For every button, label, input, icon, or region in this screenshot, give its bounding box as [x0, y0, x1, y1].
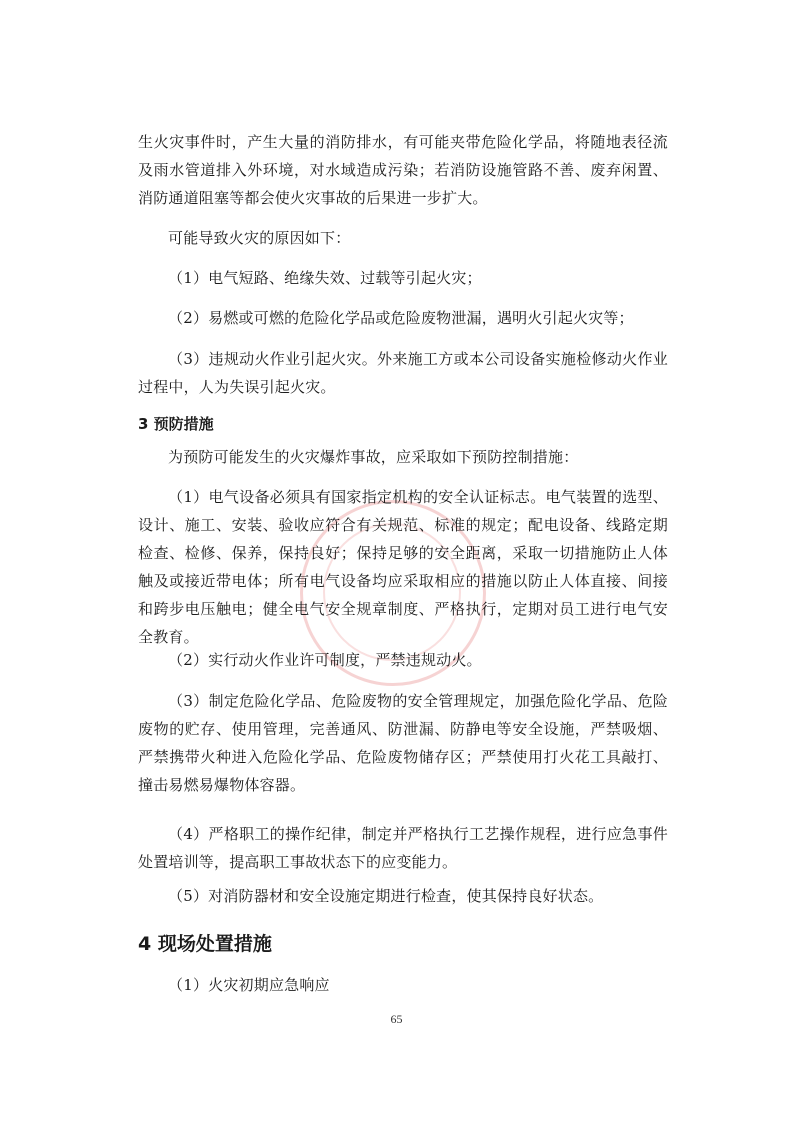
paragraph-measure-1: （1）电气设备必须具有国家指定机构的安全认证标志。电气装置的选型、设计、施工、安装、验收应符合有关规范、标准的规定；配电设备、线路定期检查、检修、保养，保持良好；保持足够的安全距离，采取一切措施防止人体触及或接近带电体；所有电气设备均应采取相应的措施以防止人体直接、间接和跨步电压触电；健全电气安全规章制度、严格执行，定期对员工进行电气安全教育。 — [138, 488, 668, 646]
paragraph-fire-consequences: 生火灾事件时，产生大量的消防排水，有可能夹带危险化学品，将随地表径流及雨水管道排入外环境，对水域造成污染；若消防设施管路不善、废弃闲置、消防通道阻塞等都会使火灾事故的后果进一步扩大。 — [138, 133, 668, 207]
section-4-heading: 4 现场处置措施 — [138, 933, 272, 955]
paragraph-prevention-intro: 为预防可能发生的火灾爆炸事故，应采取如下预防控制措施： — [168, 448, 579, 466]
paragraph-fire-causes-intro: 可能导致火灾的原因如下： — [168, 229, 351, 247]
paragraph-initial-response: （1）火灾初期应急响应 — [168, 976, 330, 994]
paragraph-measure-4: （4）严格职工的操作纪律，制定并严格执行工艺操作规程，进行应急事件处置培训等，提高职工事故状态下的应变能力。 — [138, 825, 668, 871]
paragraph-measure-2: （2）实行动火作业许可制度，严禁违规动火。 — [168, 651, 482, 669]
paragraph-measure-3: （3）制定危险化学品、危险废物的安全管理规定，加强危险化学品、危险废物的贮存、使用管理，完善通风、防泄漏、防静电等安全设施，严禁吸烟、严禁携带火种进入危险化学品、危险废物储存区；严禁使用打火花工具敲打、撞击易燃易爆物体容器。 — [138, 692, 668, 794]
paragraph-cause-3: （3）违规动火作业引起火灾。外来施工方或本公司设备实施检修动火作业过程中，人为失误引起火灾。 — [138, 350, 668, 396]
page-number: 65 — [390, 1012, 403, 1026]
paragraph-measure-5: （5）对消防器材和安全设施定期进行检查，使其保持良好状态。 — [168, 887, 604, 905]
paragraph-cause-1: （1）电气短路、绝缘失效、过载等引起火灾； — [168, 269, 482, 287]
section-3-heading: 3 预防措施 — [138, 415, 214, 433]
paragraph-cause-2: （2）易燃或可燃的危险化学品或危险废物泄漏，遇明火引起火灾等； — [168, 309, 634, 327]
